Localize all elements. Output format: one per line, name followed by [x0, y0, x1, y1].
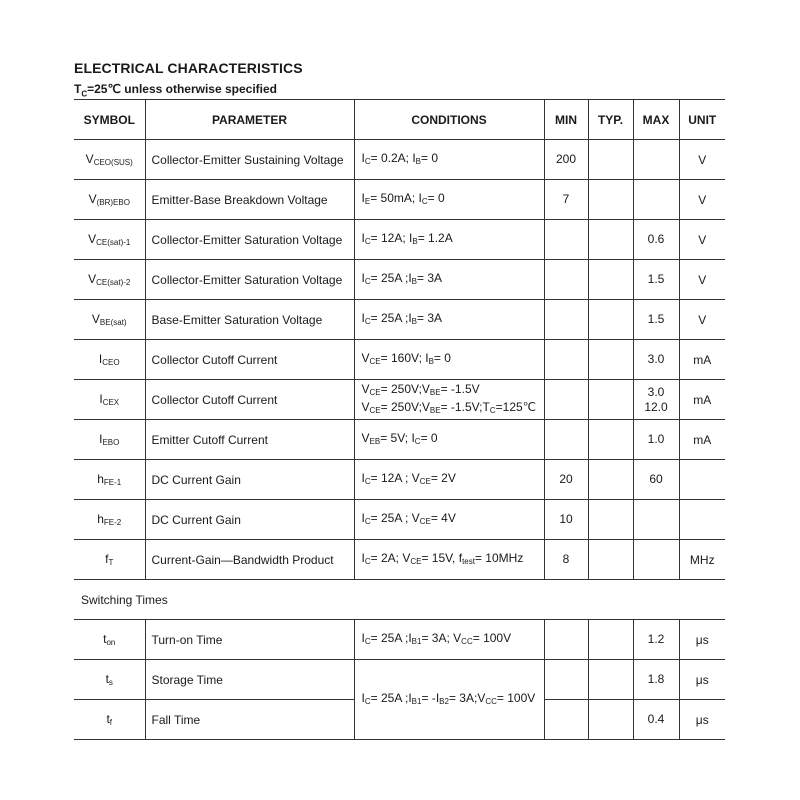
conditions-cell	[354, 380, 544, 420]
text-part: = 12A;	[370, 230, 409, 245]
text-part: = 0	[421, 150, 439, 165]
parameter-cell: Emitter-Base Breakdown Voltage	[145, 180, 354, 220]
text-part: = 3A;	[421, 630, 454, 645]
test-condition: $T_C=25℃$ unless otherwise specified	[74, 82, 278, 99]
typ-cell	[588, 620, 633, 660]
min-cell	[544, 260, 588, 300]
table-row	[74, 220, 725, 260]
conditions-cell	[354, 140, 544, 180]
subscript: B1	[411, 696, 422, 706]
text-part: = 25A ;	[370, 630, 409, 645]
text-part: I	[361, 630, 365, 645]
subscript: CEX	[102, 398, 120, 407]
text-part: 1.0	[647, 432, 665, 446]
text-part: = 0	[420, 430, 438, 445]
conditions-cell	[354, 540, 544, 580]
symbol-cell	[74, 620, 145, 660]
subscript: CE	[419, 516, 431, 526]
text-part: t	[103, 632, 107, 646]
text-part: V	[453, 630, 462, 645]
subscript: CE(sat)-2	[96, 278, 131, 287]
symbol-cell	[74, 700, 145, 740]
text-part: I	[361, 150, 365, 165]
unit-cell	[679, 460, 725, 500]
text-part: V	[421, 381, 430, 396]
text-part: I	[435, 690, 440, 705]
text-part: t	[105, 672, 109, 686]
conditions-cell	[354, 260, 544, 300]
column-header: TYP.	[588, 100, 633, 140]
parameter-cell: Emitter Cutoff Current	[145, 420, 354, 460]
subscript: s	[108, 678, 113, 687]
subscript: EB	[369, 436, 381, 446]
max-cell	[633, 420, 679, 460]
subscript: C	[364, 556, 371, 566]
text-part: V	[402, 550, 411, 565]
text-part: = 25A ;	[370, 270, 409, 285]
table-row	[74, 540, 725, 580]
symbol-cell	[74, 220, 145, 260]
max-cell	[633, 540, 679, 580]
text-part: I	[408, 270, 412, 285]
column-header: MAX	[633, 100, 679, 140]
symbol-cell	[74, 300, 145, 340]
text-part: 0.6	[647, 232, 665, 246]
text-part: I	[425, 350, 429, 365]
parameter-cell: DC Current Gain	[145, 500, 354, 540]
condition-line	[362, 151, 439, 165]
symbol-cell	[74, 660, 145, 700]
subscript: test	[462, 556, 475, 566]
text-part: h	[97, 512, 104, 526]
text-part: = 2A;	[370, 550, 403, 565]
max-cell	[633, 460, 679, 500]
text-part: = 160V;	[380, 350, 426, 365]
subscript: FE-2	[103, 518, 122, 527]
condition-line	[362, 691, 536, 705]
text-part: I	[361, 470, 365, 485]
subscript: CC	[461, 636, 473, 646]
parameter-cell: Collector Cutoff Current	[145, 380, 354, 420]
min-cell	[544, 420, 588, 460]
text-part: I	[408, 690, 412, 705]
table-row	[74, 620, 725, 660]
text-part: = -1.5V;	[440, 399, 483, 414]
typ-cell	[588, 380, 633, 420]
text-part: V	[88, 232, 97, 246]
condition-line	[362, 191, 445, 205]
text-part: t	[106, 712, 110, 726]
text-part: I	[99, 392, 103, 406]
conditions-cell	[354, 420, 544, 460]
text-part: f	[458, 550, 463, 565]
max-cell	[633, 220, 679, 260]
max-cell	[633, 380, 679, 420]
parameter-cell: Current-Gain—Bandwidth Product	[145, 540, 354, 580]
conditions-cell	[354, 460, 544, 500]
text-part: = 0.2A;	[370, 150, 413, 165]
text-part: V	[361, 430, 370, 445]
parameter-cell: DC Current Gain	[145, 460, 354, 500]
min-cell: 8	[544, 540, 588, 580]
symbol-cell	[74, 340, 145, 380]
symbol-cell	[74, 420, 145, 460]
condition-line	[362, 400, 537, 414]
text-part: I	[408, 630, 412, 645]
text-part: I	[361, 550, 365, 565]
characteristics-table	[74, 99, 725, 740]
condition-line	[362, 231, 453, 245]
min-cell	[544, 620, 588, 660]
parameter-cell: Storage Time	[145, 660, 354, 700]
parameter-cell: Collector-Emitter Saturation Voltage	[145, 260, 354, 300]
min-cell	[544, 220, 588, 260]
section-row	[74, 580, 725, 620]
text-part: = 1.2A	[417, 230, 453, 245]
subscript: B2	[439, 696, 449, 706]
subscript: (BR)EBO	[96, 198, 130, 207]
conditions-cell	[354, 660, 544, 740]
parameter-cell: Collector-Emitter Sustaining Voltage	[145, 140, 354, 180]
text-part: V	[91, 312, 100, 326]
min-cell	[544, 660, 588, 700]
subscript: f	[109, 718, 113, 727]
text-part: I	[361, 270, 365, 285]
text-part: = 100V	[472, 630, 512, 645]
column-header: CONDITIONS	[354, 100, 544, 140]
text-part: V	[421, 399, 430, 414]
text-part: V	[88, 272, 97, 286]
column-header: UNIT	[679, 100, 725, 140]
text-part: h	[97, 472, 104, 486]
subscript: FE-1	[103, 478, 122, 487]
text-part: = 15V,	[421, 550, 459, 565]
min-cell	[544, 380, 588, 420]
conditions-cell	[354, 220, 544, 260]
unit-cell: V	[679, 220, 725, 260]
max-cell	[633, 260, 679, 300]
typ-cell	[588, 500, 633, 540]
subscript: CE	[369, 405, 381, 415]
condition-line	[362, 551, 524, 565]
subscript: C	[364, 236, 371, 246]
max-cell	[633, 500, 679, 540]
symbol-cell	[74, 140, 145, 180]
text-part: =125℃	[495, 399, 537, 414]
text-part: = 25A ;	[370, 510, 412, 525]
condition-line	[362, 271, 443, 285]
conditions-cell	[354, 180, 544, 220]
text-part: V	[361, 381, 370, 396]
text-part: = 4V	[430, 510, 456, 525]
table-row	[74, 140, 725, 180]
subscript: BE	[429, 405, 441, 415]
max-cell	[633, 300, 679, 340]
unit-cell	[679, 500, 725, 540]
table-row	[74, 420, 725, 460]
subscript: E	[364, 196, 371, 206]
subscript: EBO	[102, 438, 120, 447]
typ-cell	[588, 260, 633, 300]
subscript: B	[415, 156, 422, 166]
max-cell	[633, 180, 679, 220]
text-part: V	[477, 690, 486, 705]
subscript: CE	[419, 476, 431, 486]
subscript: T	[108, 558, 114, 567]
min-cell	[544, 340, 588, 380]
unit-cell: MHz	[679, 540, 725, 580]
subscript: C	[364, 516, 371, 526]
text-part: I	[361, 230, 365, 245]
max-cell: 0.4	[633, 700, 679, 740]
text-part: = 0	[433, 350, 451, 365]
symbol-cell	[74, 540, 145, 580]
unit-cell: V	[679, 180, 725, 220]
subscript: B	[411, 276, 418, 286]
text-part: I	[361, 510, 365, 525]
conditions-cell	[354, 340, 544, 380]
parameter-cell: Collector-Emitter Saturation Voltage	[145, 220, 354, 260]
subscript: CEO(SUS)	[93, 158, 133, 167]
subscript: C	[489, 405, 496, 415]
text-part: I	[418, 190, 422, 205]
table-row	[74, 500, 725, 540]
subscript: C	[364, 476, 371, 486]
subscript: C	[364, 276, 371, 286]
typ-cell	[588, 140, 633, 180]
text-part: I	[408, 310, 412, 325]
subscript: CC	[485, 696, 497, 706]
text-part: 60	[649, 472, 663, 486]
condition-line	[362, 351, 451, 365]
unit-cell: mA	[679, 340, 725, 380]
table-row	[74, 340, 725, 380]
min-cell: 200	[544, 140, 588, 180]
table-row	[74, 660, 725, 700]
subscript: CE	[369, 387, 381, 397]
subscript: CE	[369, 356, 381, 366]
text-part: = -	[421, 690, 436, 705]
condition-line	[362, 311, 443, 325]
text-part: I	[98, 352, 103, 366]
subscript: C	[364, 316, 371, 326]
conditions-cell	[354, 300, 544, 340]
text-part: = 25A ;	[370, 310, 409, 325]
text-part: V	[411, 470, 420, 485]
parameter-cell: Fall Time	[145, 700, 354, 740]
symbol-cell	[74, 460, 145, 500]
typ-cell	[588, 540, 633, 580]
text-part: T	[482, 399, 490, 414]
text-part: 3.0	[647, 384, 665, 399]
text-part: f	[105, 552, 109, 566]
subscript: CEO	[102, 358, 120, 367]
column-header: SYMBOL	[74, 100, 145, 140]
text-part: = 3A;	[448, 690, 478, 705]
subscript: B	[428, 356, 434, 366]
table-row	[74, 380, 725, 420]
text-part: = 250V;	[380, 381, 422, 396]
text-part: = 3A	[417, 270, 443, 285]
table-row	[74, 180, 725, 220]
text-part: I	[361, 690, 365, 705]
text-part: = -1.5V	[440, 381, 480, 396]
symbol-cell	[74, 180, 145, 220]
text-part: = 5V;	[380, 430, 412, 445]
subscript: CE	[410, 556, 422, 566]
text-part: = 100V	[496, 690, 536, 705]
max-cell: 1.8	[633, 660, 679, 700]
text-part: = 250V;	[380, 399, 422, 414]
text-part: V	[411, 510, 420, 525]
text-part: I	[361, 310, 365, 325]
section-title: ELECTRICAL CHARACTERISTICS	[74, 60, 303, 76]
subscript: on	[106, 638, 116, 647]
subscript: C	[364, 696, 371, 706]
text-part: I	[411, 430, 415, 445]
subscript: CE(sat)-1	[96, 238, 131, 247]
text-part: = 3A	[417, 310, 443, 325]
parameter-cell: Collector Cutoff Current	[145, 340, 354, 380]
subscript: BE(sat)	[99, 318, 127, 327]
min-cell: 7	[544, 180, 588, 220]
text-part: I	[361, 190, 365, 205]
symbol-cell	[74, 260, 145, 300]
column-header: PARAMETER	[145, 100, 354, 140]
typ-cell	[588, 700, 633, 740]
symbol-cell	[74, 500, 145, 540]
column-header: MIN	[544, 100, 588, 140]
text-part: 3.0	[647, 352, 665, 366]
condition-line	[362, 471, 456, 485]
unit-cell: V	[679, 140, 725, 180]
min-cell: 20	[544, 460, 588, 500]
typ-cell	[588, 420, 633, 460]
subscript: C	[421, 196, 428, 206]
condition-line	[362, 431, 438, 445]
switching-times-label: Switching Times	[74, 580, 725, 620]
table-row	[74, 260, 725, 300]
parameter-cell: Base-Emitter Saturation Voltage	[145, 300, 354, 340]
condition-line	[362, 511, 456, 525]
min-cell	[544, 700, 588, 740]
table-header-row	[74, 100, 725, 140]
unit-cell: V	[679, 300, 725, 340]
max-cell: 1.2	[633, 620, 679, 660]
text-part: = 12A ;	[370, 470, 412, 485]
text-part: V	[361, 350, 370, 365]
subscript: C	[364, 156, 371, 166]
typ-cell	[588, 340, 633, 380]
unit-cell: mA	[679, 420, 725, 460]
unit-cell: μs	[679, 700, 725, 740]
text-part: = 2V	[430, 470, 456, 485]
min-cell: 10	[544, 500, 588, 540]
text-part: = 25A ;	[370, 690, 409, 705]
text-part: I	[412, 150, 416, 165]
typ-cell	[588, 660, 633, 700]
conditions-cell	[354, 620, 544, 660]
text-part: I	[409, 230, 413, 245]
text-part: I	[99, 432, 103, 446]
conditions-cell	[354, 500, 544, 540]
text-part: = 0	[427, 190, 445, 205]
condition-line	[362, 631, 512, 645]
symbol-cell	[74, 380, 145, 420]
subscript: C	[414, 436, 421, 446]
max-cell	[633, 340, 679, 380]
unit-cell: V	[679, 260, 725, 300]
unit-cell: μs	[679, 660, 725, 700]
typ-cell	[588, 220, 633, 260]
condition-line	[362, 382, 480, 396]
subscript: B	[412, 236, 418, 246]
parameter-cell: Turn-on Time	[145, 620, 354, 660]
text-part: = 50mA;	[370, 190, 419, 205]
subscript: B1	[411, 636, 422, 646]
table-row	[74, 300, 725, 340]
subscript: BE	[429, 387, 441, 397]
text-part: = 10MHz	[474, 550, 524, 565]
unit-cell: μs	[679, 620, 725, 660]
min-cell	[544, 300, 588, 340]
text-part: 1.5	[647, 272, 665, 286]
typ-cell	[588, 180, 633, 220]
text-part: V	[85, 152, 94, 166]
typ-cell	[588, 300, 633, 340]
text-part: 12.0	[644, 399, 668, 414]
table-row	[74, 460, 725, 500]
subscript: C	[364, 636, 371, 646]
text-part: V	[361, 399, 370, 414]
text-part: V	[88, 192, 97, 206]
text-part: 1.5	[647, 312, 665, 326]
typ-cell	[588, 460, 633, 500]
max-cell	[633, 140, 679, 180]
subscript: B	[411, 316, 418, 326]
unit-cell: mA	[679, 380, 725, 420]
